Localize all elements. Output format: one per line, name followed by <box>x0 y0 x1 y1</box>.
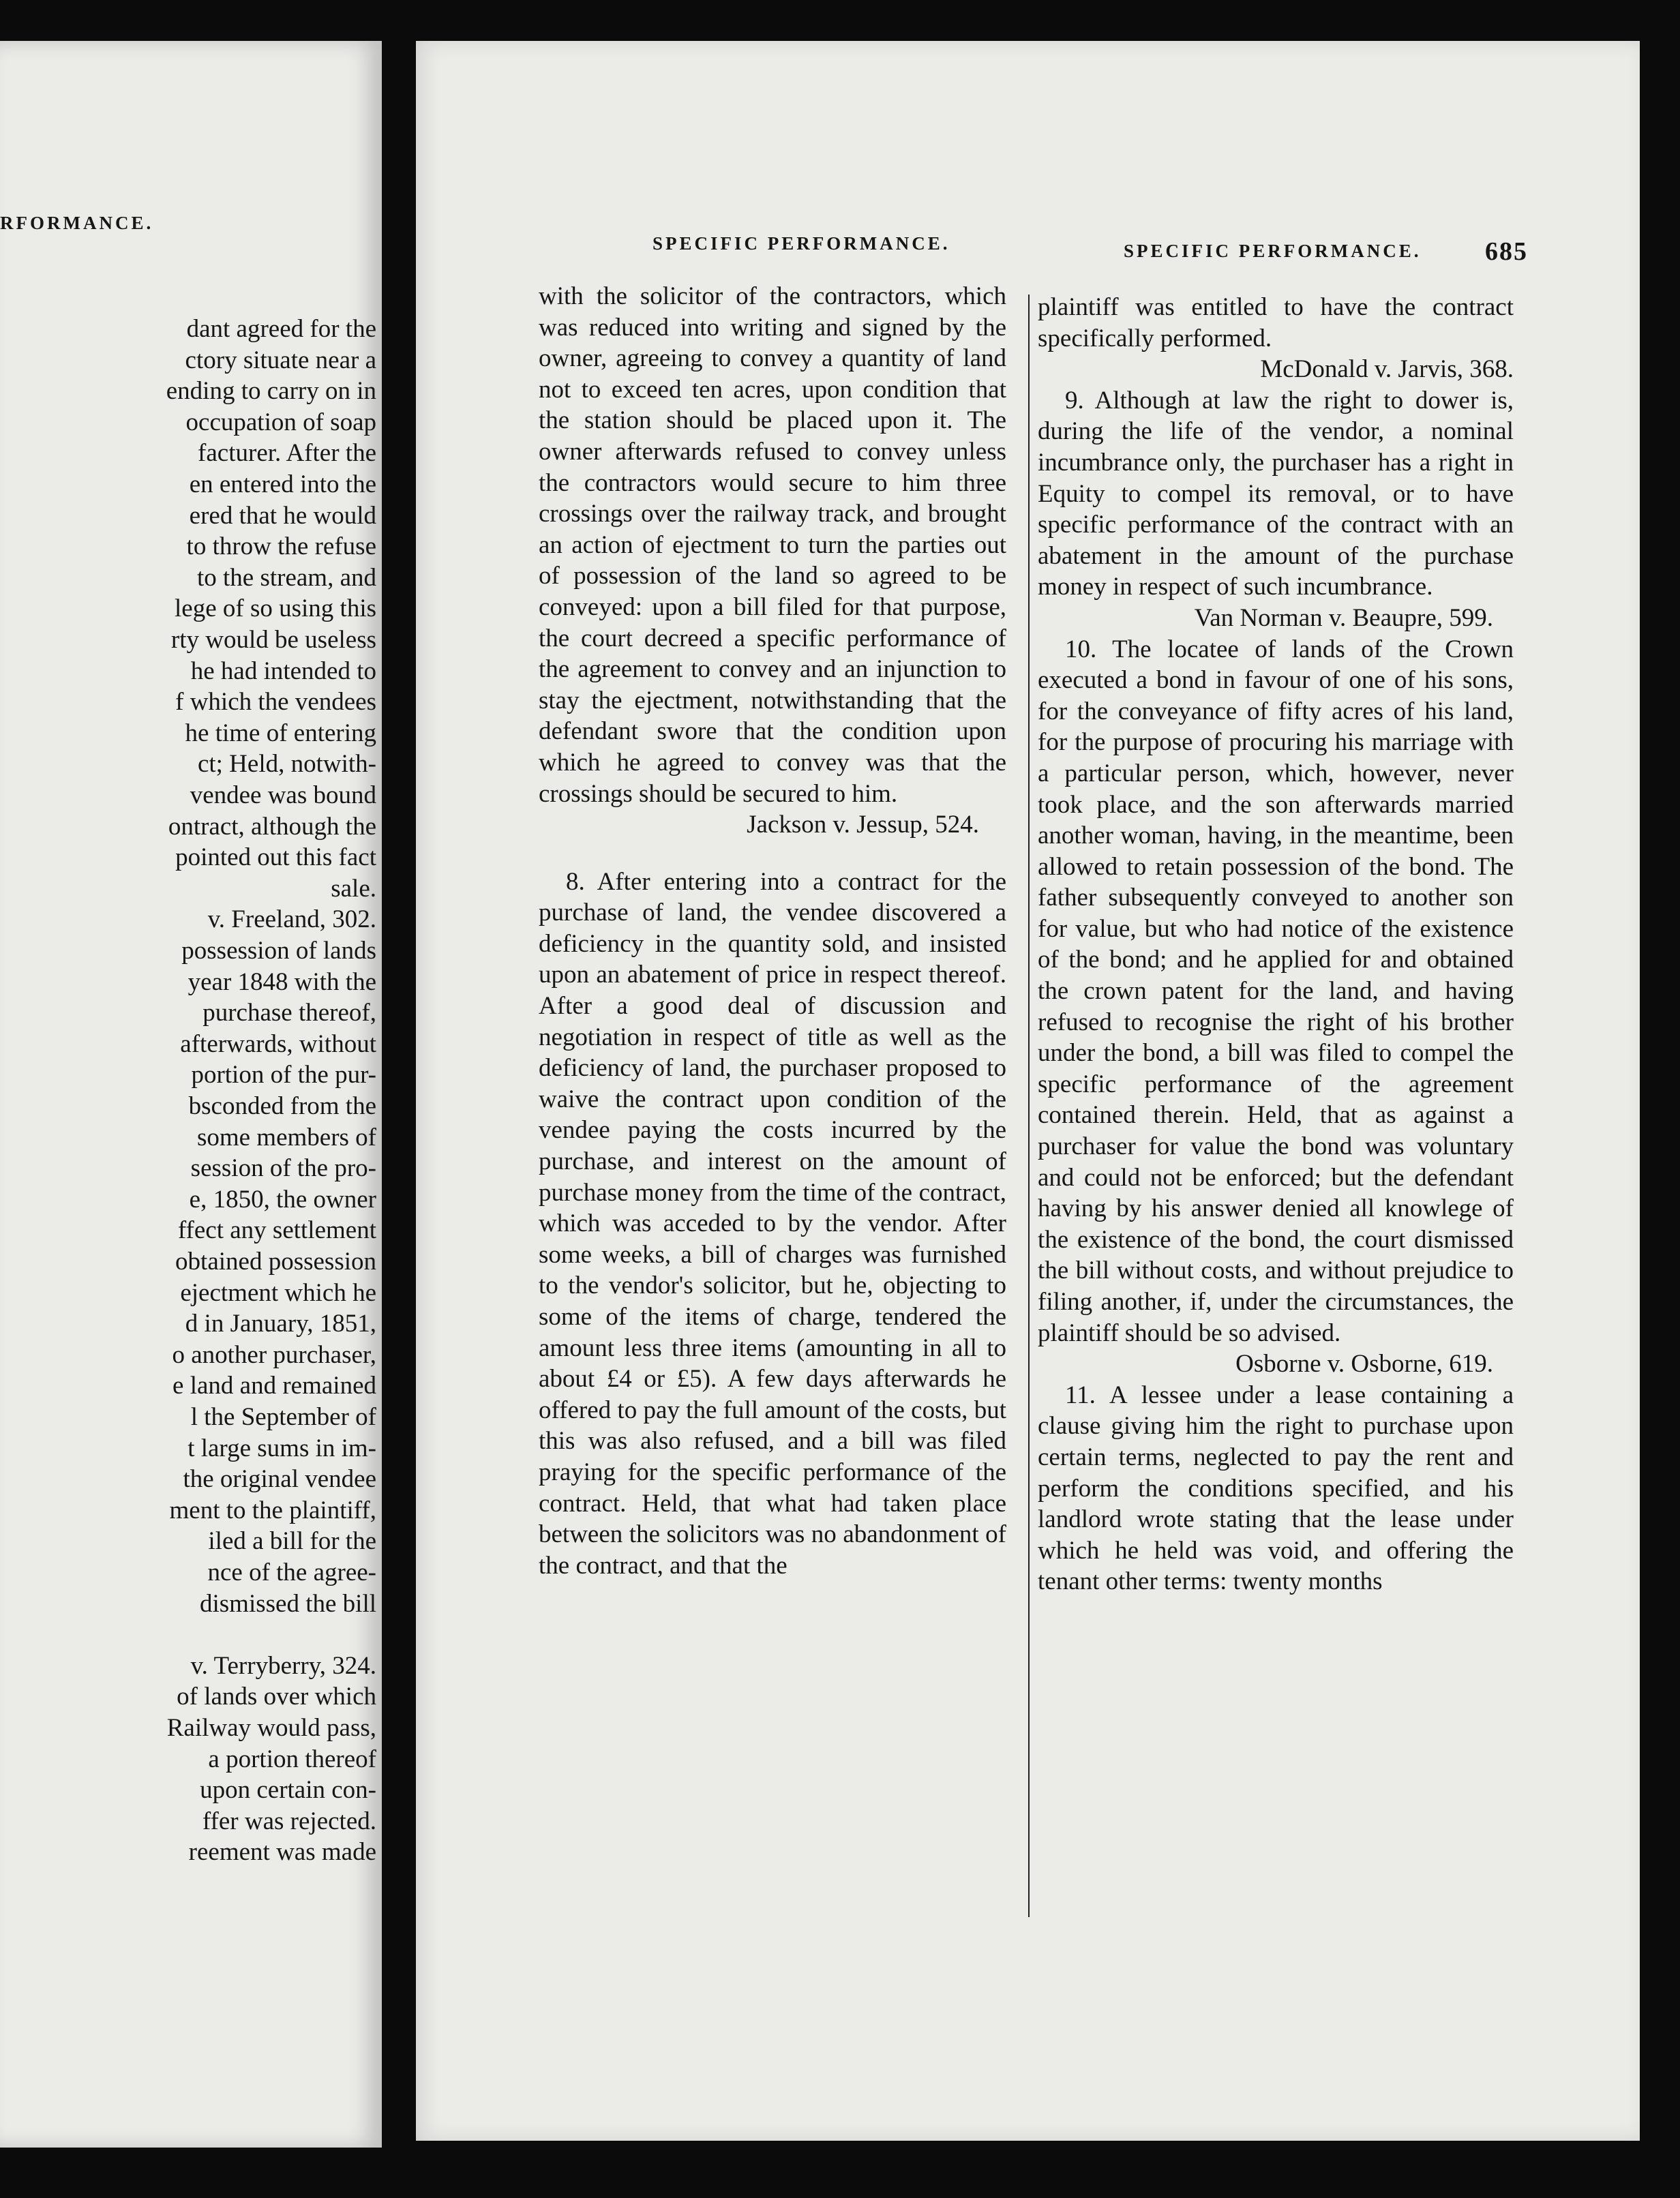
left-page-line: e land and remained <box>172 1372 376 1400</box>
left-page-line: to the stream, and <box>196 563 376 592</box>
left-page-line: a portion thereof <box>208 1745 376 1773</box>
left-page-line: reement was made <box>188 1838 376 1867</box>
column-2 <box>1038 292 1514 1597</box>
left-page-line: afterwards, without <box>180 1029 376 1058</box>
column-1 <box>539 281 1006 1581</box>
case-citation: McDonald v. Jarvis, 368. <box>1260 355 1514 384</box>
left-page-line: en entered into the <box>189 470 376 498</box>
paragraph-11: 11. A lessee under a lease containing a clause giving him the right to purchase upon certain terms, neglected to pay the rent and perform the conditions specified, and his landlord wrote stating that the lease under which he held was void, and offering the tenant other terms: twenty months <box>1038 1381 1514 1596</box>
left-page-line: facturer. After the <box>198 439 376 468</box>
left-page-line: year 1848 with the <box>188 967 376 996</box>
left-page-line: dismissed the bill <box>200 1589 376 1618</box>
left-page-line: the original vendee <box>183 1465 376 1494</box>
left-page-line: v. Terryberry, 324. <box>190 1651 376 1680</box>
running-head-left: SPECIFIC PERFORMANCE. <box>652 233 950 254</box>
left-page-line: d in January, 1851, <box>185 1310 376 1338</box>
left-page-line: portion of the pur- <box>191 1061 376 1089</box>
left-page-line: pointed out this fact <box>175 843 376 872</box>
left-page-line: some members of <box>196 1123 376 1151</box>
left-page-line: of lands over which <box>177 1683 376 1711</box>
left-page-line: sale. <box>331 874 376 903</box>
col2-paragraph-continued: plaintiff was entitled to have the contract specifically performed. <box>1038 293 1514 352</box>
left-page-line: ctory situate near a <box>185 346 376 374</box>
left-page-line: purchase thereof, <box>202 999 376 1027</box>
left-page-line: nce of the agree- <box>207 1559 376 1586</box>
paragraph-10: 10. The locatee of lands of the Crown executed a bond in favour of one of his sons, for the conveyance of fifty acres of his land, for the purpose of procuring his marriage with a particular person, which, however, never took place, and the son afterwards married another woman, having, in the meantime, been allowed to retain possession of the bond. The father subsequently conveyed to another son for value, but who had notice of the existence of the bond; and he applied for and obtained the crown patent for the land, and having refused to recognise the right of his brother under the bond, a bill was filed to compel the specific performance of the agreement contained therein. Held, that as against a purchaser for value the bond was voluntary and could not be enforced; but the defendant having by his answer denied all knowlege of the existence of the bond, the court dismissed the bill without costs, and without prejudice to filing another, if, under the circumstances, the plaintiff should be so advised. <box>1038 635 1514 1347</box>
left-page-line: t large sums in im- <box>188 1434 376 1462</box>
left-page-line: obtained possession <box>175 1248 376 1276</box>
left-page-line: f which the vendees <box>175 688 376 717</box>
paragraph-8: 8. After entering into a contract for the purchase of land, the vendee discovered a deficiency in the quantity sold, and insisted upon an abatement of price in respect thereof. After a good deal of discussion and negotiation in respect of title as well as the deficiency of land, the purchaser proposed to waive the contract upon condition of the vendee paying the costs incurred by the purchase, and interest on the amount of purchase money from the time of the contract, which was acceded to by the vendor. After some weeks, a bill of charges was furnished to the vendor's solicitor, but he, objecting to some of the items of charge, tendered the amount less three items (amounting in all to about £4 or £5). A few days afterwards he offered to pay the full amount of the costs, but this was also refused, and a bill was filed praying for the specific performance of the contract. Held, that what had taken place between the solicitors was no abandonment of the contract, and that the <box>539 867 1006 1580</box>
left-page-line: ffect any settlement <box>177 1216 376 1245</box>
left-page-line: ct; Held, notwith- <box>197 750 376 779</box>
left-page-line: ending to carry on in <box>166 377 376 406</box>
paragraph-9: 9. Although at law the right to dower is, during the life of the vendor, a nominal incumbrance only, the purchaser has a right in Equity to compel its removal, or to have specific performance of the contract with an abatement in the amount of the purchase money in respect of such incumbrance. <box>1038 386 1514 601</box>
left-page-line: to throw the refuse <box>186 532 376 561</box>
left-running-head: RFORMANCE. <box>0 213 154 233</box>
left-page-line: vendee was bound <box>190 781 376 809</box>
case-citation: Osborne v. Osborne, 619. <box>1235 1350 1493 1379</box>
left-page-line: e, 1850, the owner <box>189 1185 376 1214</box>
left-page <box>0 41 382 2148</box>
col1-paragraph-continued: with the solicitor of the contractors, which was reduced into writing and signed by the owner, agreeing to convey a quantity of land not to exceed ten acres, upon condition that the station should be placed upon it. The owner afterwards refused to convey unless the contractors would secure to him three crossings over the railway track, and brought an action of ejectment to turn the parties out of possession of the land so agreed to be conveyed: upon a bill filed for that purpose, the court decreed a specific performance of the agreement to convey and an injunction to stay the ejectment, notwithstanding that the defendant swore that the condition upon which he agreed to convey was that the crossings should be secured to him. <box>539 282 1006 808</box>
column-divider <box>1028 295 1030 1917</box>
running-head-right: SPECIFIC PERFORMANCE. <box>1124 241 1422 261</box>
left-page-line: he had intended to <box>190 657 376 685</box>
left-page-line: ment to the plaintiff, <box>169 1496 376 1524</box>
left-page-line: ered that he would <box>189 501 376 530</box>
left-page-line: lege of so using this <box>175 594 376 623</box>
left-page-line: o another purchaser, <box>172 1340 376 1369</box>
left-page-line: upon certain con- <box>200 1776 376 1805</box>
left-page-line: ffer was rejected. <box>202 1807 376 1835</box>
right-page <box>416 41 1640 2141</box>
page-number: 685 <box>1485 237 1528 266</box>
left-page-line: he time of entering <box>185 719 376 747</box>
left-page-line: rty would be useless <box>170 626 376 654</box>
left-page-line: occupation of soap <box>185 408 376 436</box>
case-citation: Van Norman v. Beaupre, 599. <box>1194 603 1493 632</box>
left-page-line: bsconded from the <box>188 1092 376 1120</box>
left-page-line: possession of lands <box>181 937 376 965</box>
left-page-line: ontract, although the <box>168 812 376 841</box>
left-page-line: iled a bill for the <box>208 1527 376 1556</box>
left-page-line: Railway would pass, <box>166 1714 376 1742</box>
left-page-line: ejectment which he <box>180 1278 376 1307</box>
left-page-line: v. Freeland, 302. <box>207 905 376 934</box>
left-page-line: dant agreed for the <box>186 315 376 343</box>
left-page-line: l the September of <box>190 1403 376 1431</box>
left-page-line: session of the pro- <box>190 1154 376 1183</box>
case-citation: Jackson v. Jessup, 524. <box>747 811 979 839</box>
